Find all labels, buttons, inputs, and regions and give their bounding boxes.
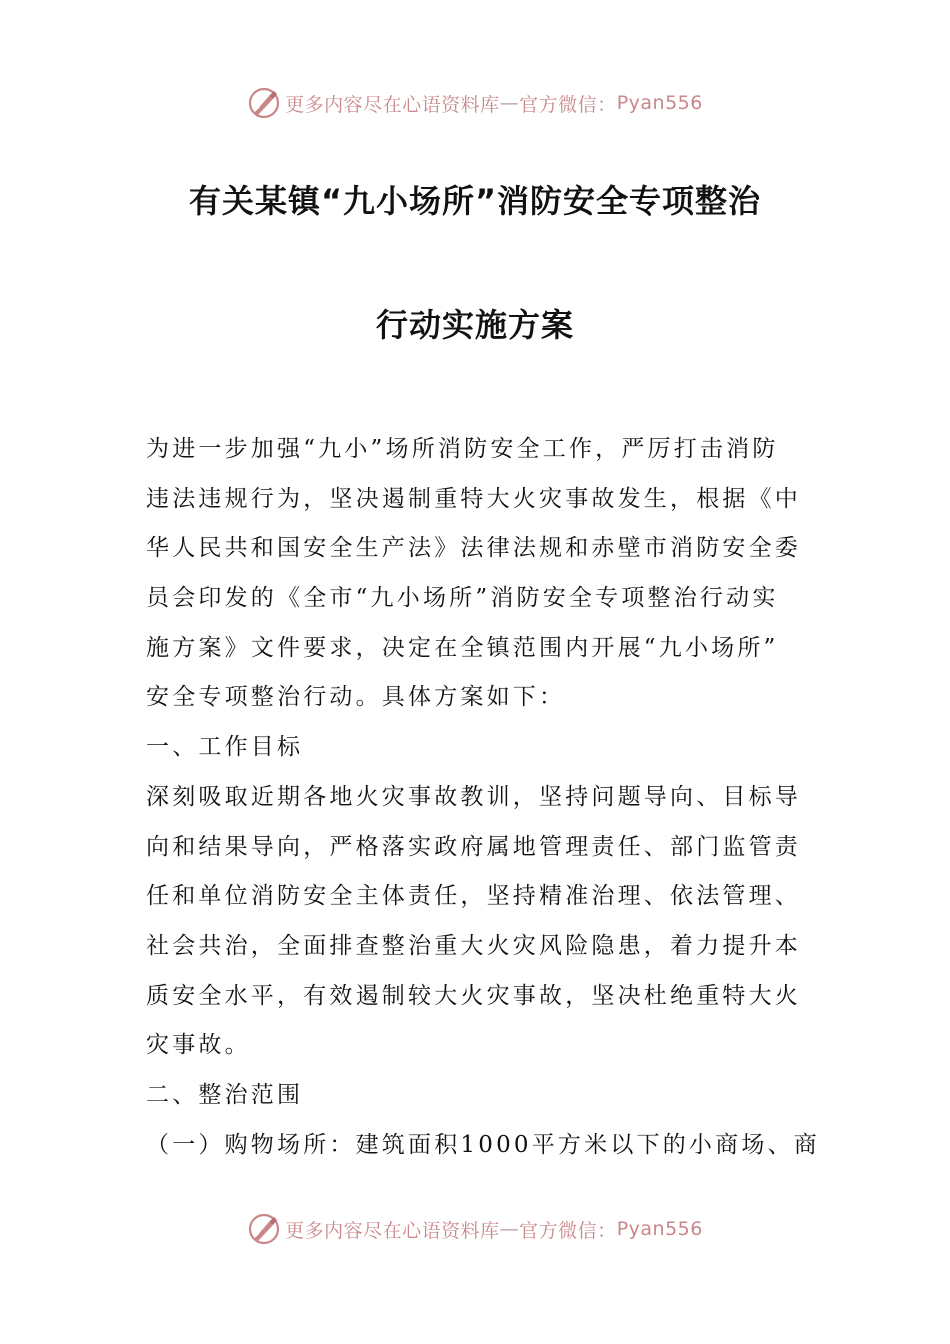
section-heading-goals: 一、工作目标 <box>146 734 304 761</box>
watermark-contact-id: Pyan556 <box>616 92 703 114</box>
watermark-separator: — <box>499 1218 520 1240</box>
watermark-contact-id: Pyan556 <box>616 1218 703 1240</box>
pen-logo-icon <box>247 86 281 120</box>
watermark-separator: — <box>499 92 520 114</box>
body-line: 深刻吸取近期各地火灾事故教训，坚持问题导向、目标导 <box>146 783 801 810</box>
body-line: 向和结果导向，严格落实政府属地管理责任、部门监管责 <box>146 833 801 860</box>
header-watermark <box>0 86 950 120</box>
body-line: 施方案》文件要求，决定在全镇范围内开展“九小场所” <box>146 634 779 661</box>
document-body <box>146 425 820 1170</box>
body-line: 员会印发的《全市“九小场所”消防安全专项整治行动实 <box>146 585 779 612</box>
body-line: 华人民共和国安全生产法》法律法规和赤壁市消防安全委 <box>146 535 801 562</box>
watermark-text: 更多内容尽在心语资料库 <box>285 93 500 116</box>
body-line: 违法违规行为，坚决遏制重特大火灾事故发生，根据《中 <box>146 485 801 512</box>
watermark-contact-label: 官方微信： <box>519 93 617 116</box>
pen-logo-icon <box>247 1212 281 1246</box>
body-line: 社会共治，全面排查整治重大火灾风险隐患，着力提升本 <box>146 932 801 959</box>
body-line: （一）购物场所：建筑面积1000平方米以下的小商场、商 <box>146 1131 820 1158</box>
body-line: 安全专项整治行动。具体方案如下： <box>146 684 566 711</box>
document-title-line-1: 有关某镇“九小场所”消防安全专项整治 <box>188 182 762 220</box>
watermark-text: 更多内容尽在心语资料库 <box>285 1219 500 1242</box>
footer-watermark <box>0 1212 950 1246</box>
body-line: 为进一步加强“九小”场所消防安全工作，严厉打击消防 <box>146 436 779 462</box>
body-line: 任和单位消防安全主体责任，坚持精准治理、依法管理、 <box>146 883 801 910</box>
document-title-line-2: 行动实施方案 <box>375 306 574 344</box>
section-heading-scope: 二、整治范围 <box>146 1081 304 1108</box>
body-line: 灾事故。 <box>146 1032 251 1059</box>
body-line: 质安全水平，有效遏制较大火灾事故，坚决杜绝重特大火 <box>146 982 801 1009</box>
watermark-contact-label: 官方微信： <box>519 1219 617 1242</box>
